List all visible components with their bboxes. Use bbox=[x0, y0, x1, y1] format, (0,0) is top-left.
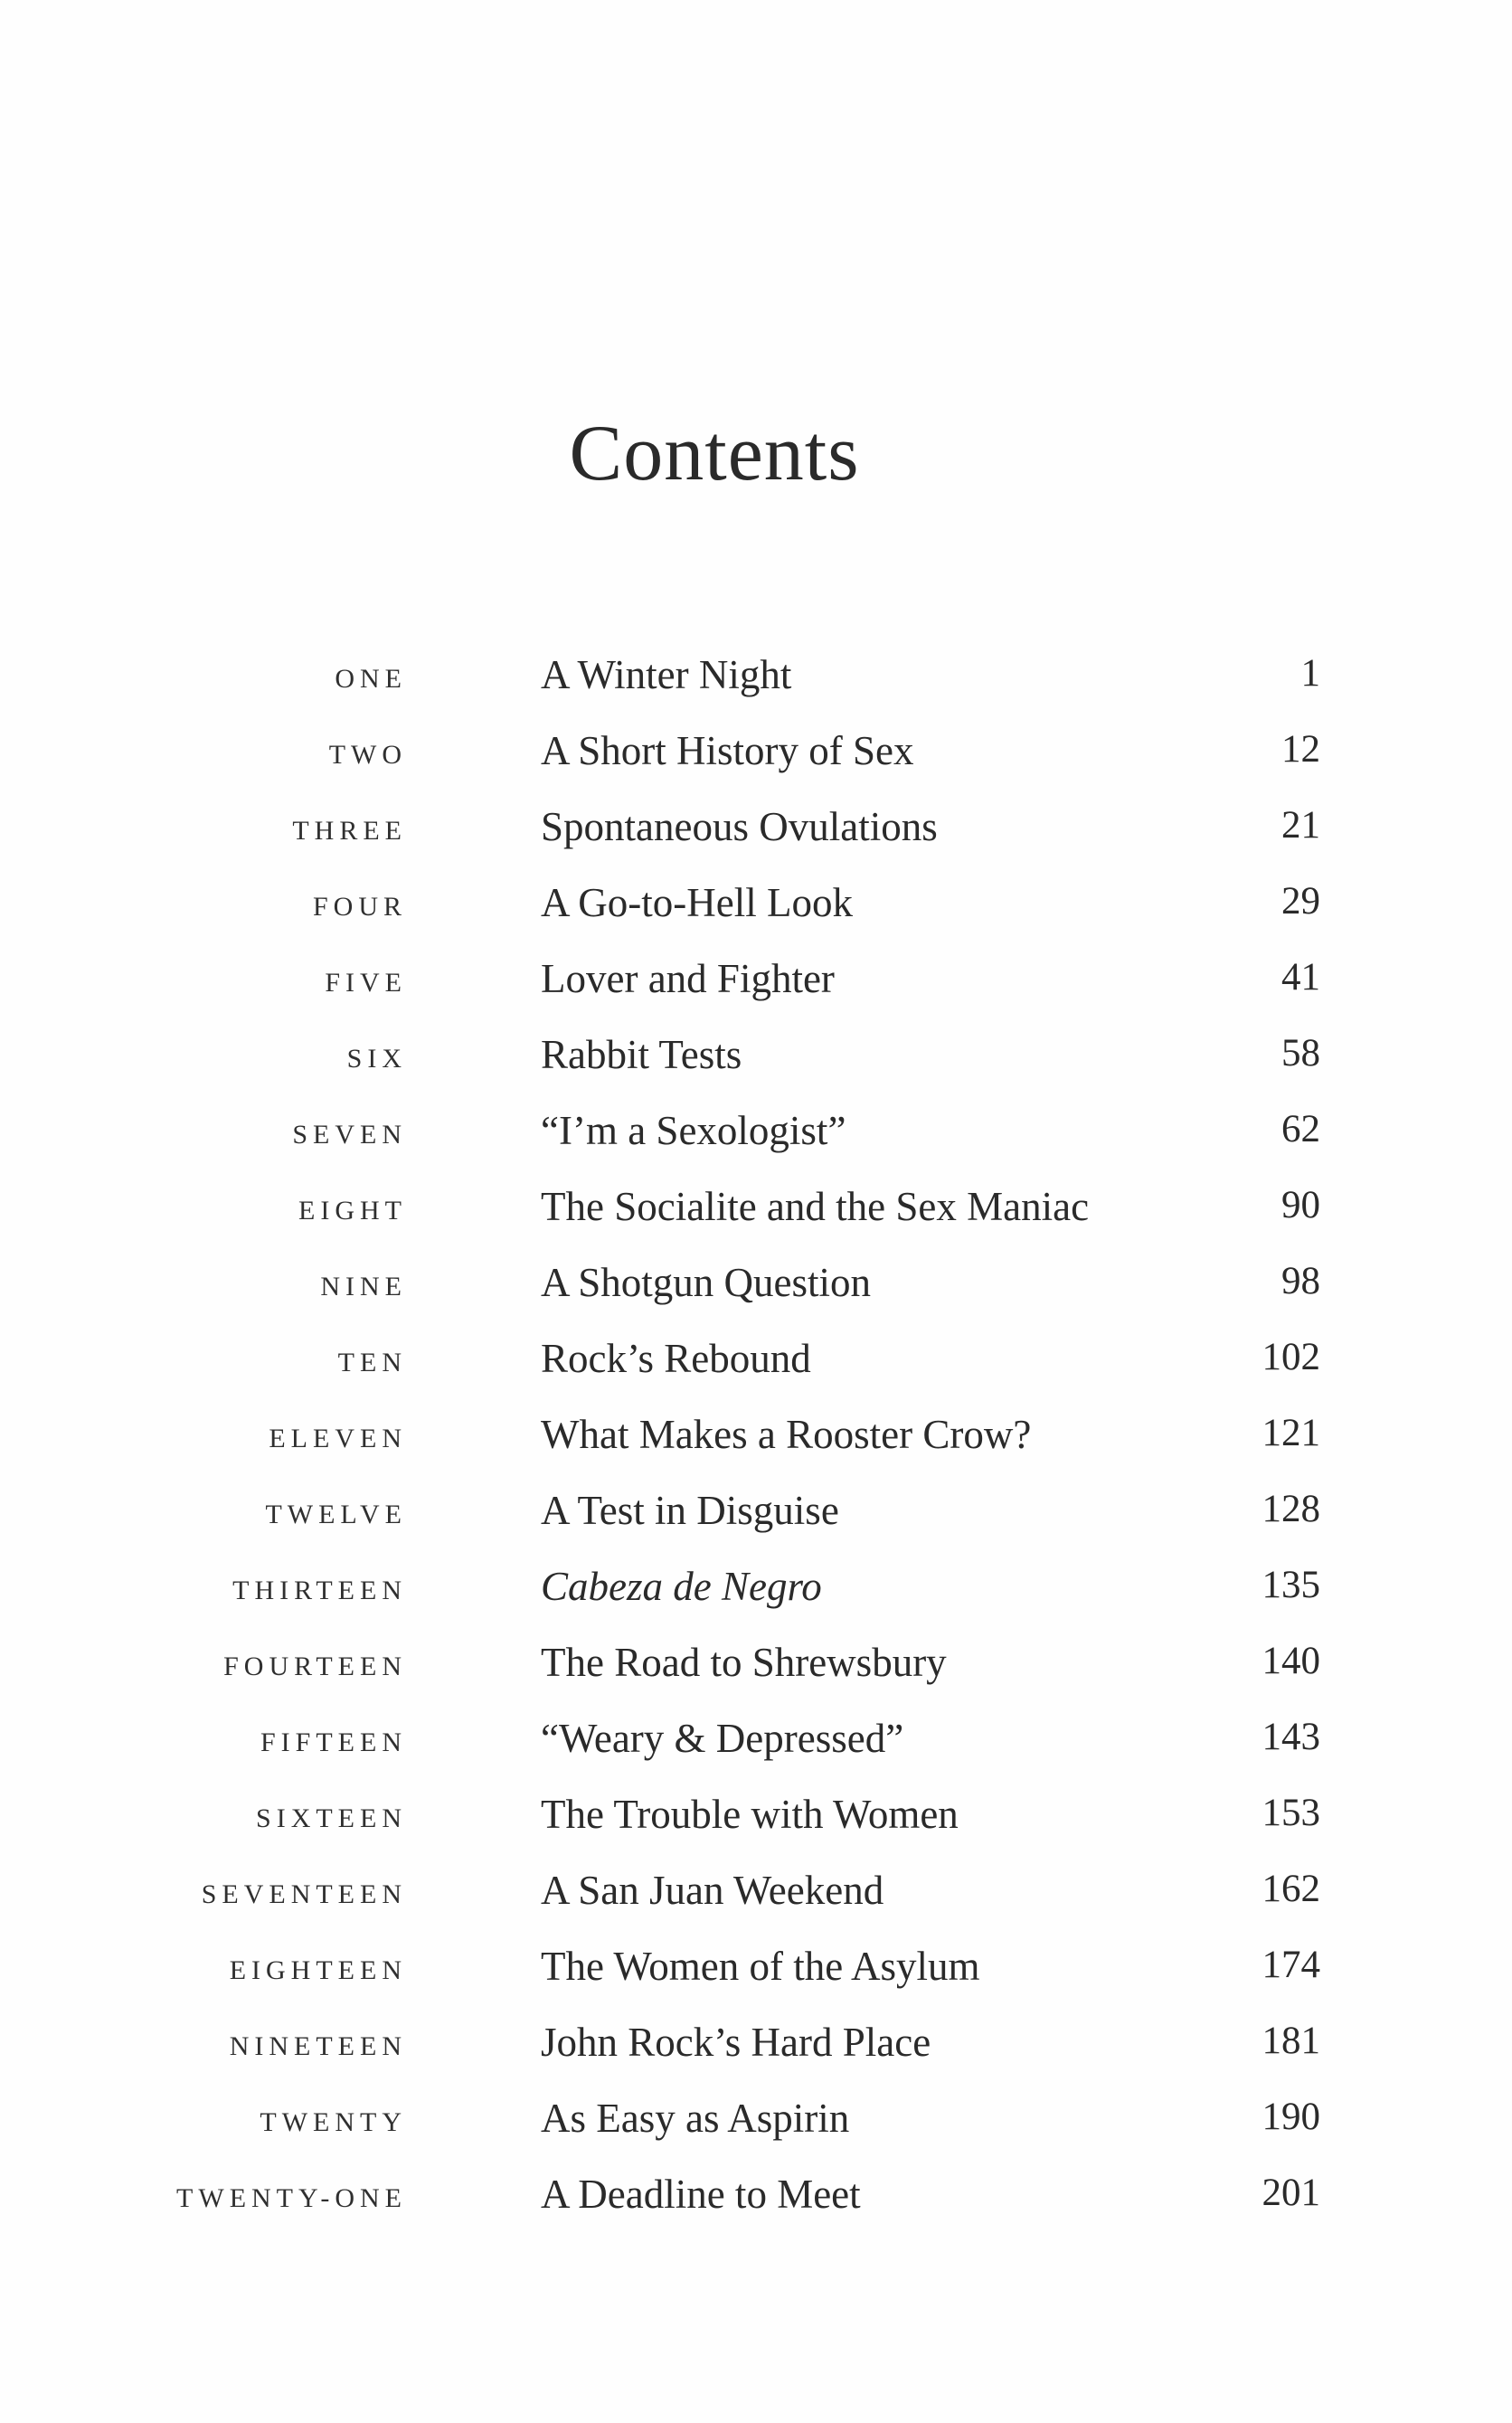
chapter-page-number: 201 bbox=[1262, 2172, 1320, 2214]
toc-entry bbox=[0, 948, 1512, 1024]
chapter-title: A Shotgun Question bbox=[541, 1260, 872, 1305]
toc-entry bbox=[0, 2011, 1512, 2087]
chapter-number: FOURTEEN bbox=[223, 1652, 407, 1681]
chapter-page-number: 135 bbox=[1262, 1564, 1320, 1606]
chapter-page-number: 140 bbox=[1262, 1640, 1320, 1682]
toc-entry bbox=[0, 1328, 1512, 1404]
chapter-number: TWENTY bbox=[260, 2107, 407, 2137]
chapter-number: TWELVE bbox=[265, 1500, 407, 1529]
chapter-number: EIGHTEEN bbox=[229, 1955, 407, 1985]
toc-entry bbox=[0, 1100, 1512, 1176]
chapter-title: The Women of the Asylum bbox=[541, 1944, 980, 1989]
chapter-title: A Go-to-Hell Look bbox=[541, 880, 853, 925]
chapter-number: FIVE bbox=[325, 968, 407, 998]
chapter-page-number: 153 bbox=[1262, 1792, 1320, 1834]
toc-entry bbox=[0, 872, 1512, 948]
chapter-number: FIFTEEN bbox=[260, 1727, 407, 1757]
chapter-title: Cabeza de Negro bbox=[541, 1564, 822, 1609]
chapter-page-number: 1 bbox=[1300, 652, 1320, 695]
chapter-title: “I’m a Sexologist” bbox=[541, 1108, 846, 1153]
toc-entry bbox=[0, 644, 1512, 720]
chapter-page-number: 90 bbox=[1281, 1184, 1320, 1226]
toc-entry bbox=[0, 1784, 1512, 1860]
chapter-number: FOUR bbox=[312, 892, 407, 922]
chapter-page-number: 62 bbox=[1281, 1108, 1320, 1150]
chapter-title: As Easy as Aspirin bbox=[541, 2096, 850, 2141]
chapter-page-number: 143 bbox=[1262, 1716, 1320, 1758]
chapter-number: TWO bbox=[328, 740, 407, 770]
chapter-title: The Socialite and the Sex Maniac bbox=[541, 1184, 1090, 1229]
toc-entry bbox=[0, 1556, 1512, 1632]
chapter-page-number: 121 bbox=[1262, 1412, 1320, 1454]
chapter-page-number: 98 bbox=[1281, 1260, 1320, 1302]
chapter-number: THREE bbox=[292, 816, 407, 846]
chapter-number: TEN bbox=[337, 1348, 407, 1377]
chapter-title: “Weary & Depressed” bbox=[541, 1716, 904, 1761]
toc-entry bbox=[0, 1024, 1512, 1100]
chapter-title: Lover and Fighter bbox=[541, 956, 835, 1001]
chapter-number: SEVENTEEN bbox=[201, 1879, 407, 1909]
chapter-page-number: 162 bbox=[1262, 1868, 1320, 1910]
page-title: Contents bbox=[569, 409, 860, 497]
toc-entry bbox=[0, 1936, 1512, 2011]
chapter-title: A Winter Night bbox=[541, 652, 792, 697]
chapter-page-number: 181 bbox=[1262, 2020, 1320, 2062]
chapter-title: Rabbit Tests bbox=[541, 1032, 742, 1077]
chapter-number: ONE bbox=[335, 664, 407, 694]
toc-entry bbox=[0, 1708, 1512, 1784]
chapter-number: SIXTEEN bbox=[256, 1803, 407, 1833]
chapter-page-number: 128 bbox=[1262, 1488, 1320, 1530]
toc-entry bbox=[0, 796, 1512, 872]
chapter-title: A San Juan Weekend bbox=[541, 1868, 884, 1913]
chapter-title: The Trouble with Women bbox=[541, 1792, 959, 1837]
chapter-number: TWENTY-ONE bbox=[176, 2183, 407, 2213]
chapter-page-number: 58 bbox=[1281, 1032, 1320, 1074]
toc-entry bbox=[0, 1632, 1512, 1708]
chapter-number: NINETEEN bbox=[229, 2031, 407, 2061]
chapter-title: A Test in Disguise bbox=[541, 1488, 839, 1533]
chapter-page-number: 190 bbox=[1262, 2096, 1320, 2138]
chapter-page-number: 12 bbox=[1281, 728, 1320, 771]
chapter-number: SEVEN bbox=[292, 1120, 407, 1150]
chapter-title: A Deadline to Meet bbox=[541, 2172, 861, 2217]
table-of-contents bbox=[0, 644, 1512, 2239]
chapter-title: John Rock’s Hard Place bbox=[541, 2020, 931, 2065]
toc-entry bbox=[0, 1860, 1512, 1936]
chapter-title: A Short History of Sex bbox=[541, 728, 914, 773]
chapter-number: SIX bbox=[346, 1044, 407, 1074]
toc-entry bbox=[0, 2087, 1512, 2163]
chapter-title: Rock’s Rebound bbox=[541, 1336, 811, 1381]
chapter-title: The Road to Shrewsbury bbox=[541, 1640, 947, 1685]
chapter-page-number: 21 bbox=[1281, 804, 1320, 847]
chapter-number: NINE bbox=[320, 1272, 407, 1301]
toc-entry bbox=[0, 1404, 1512, 1480]
chapter-page-number: 174 bbox=[1262, 1944, 1320, 1986]
chapter-page-number: 102 bbox=[1262, 1336, 1320, 1378]
chapter-number: EIGHT bbox=[298, 1196, 407, 1226]
chapter-page-number: 41 bbox=[1281, 956, 1320, 999]
toc-entry bbox=[0, 1176, 1512, 1252]
toc-entry bbox=[0, 1480, 1512, 1556]
chapter-number: THIRTEEN bbox=[232, 1576, 407, 1605]
chapter-title: What Makes a Rooster Crow? bbox=[541, 1412, 1032, 1457]
chapter-page-number: 29 bbox=[1281, 880, 1320, 923]
chapter-title: Spontaneous Ovulations bbox=[541, 804, 938, 849]
toc-entry bbox=[0, 1252, 1512, 1328]
chapter-number: ELEVEN bbox=[269, 1424, 407, 1453]
toc-entry bbox=[0, 720, 1512, 796]
toc-entry bbox=[0, 2163, 1512, 2239]
